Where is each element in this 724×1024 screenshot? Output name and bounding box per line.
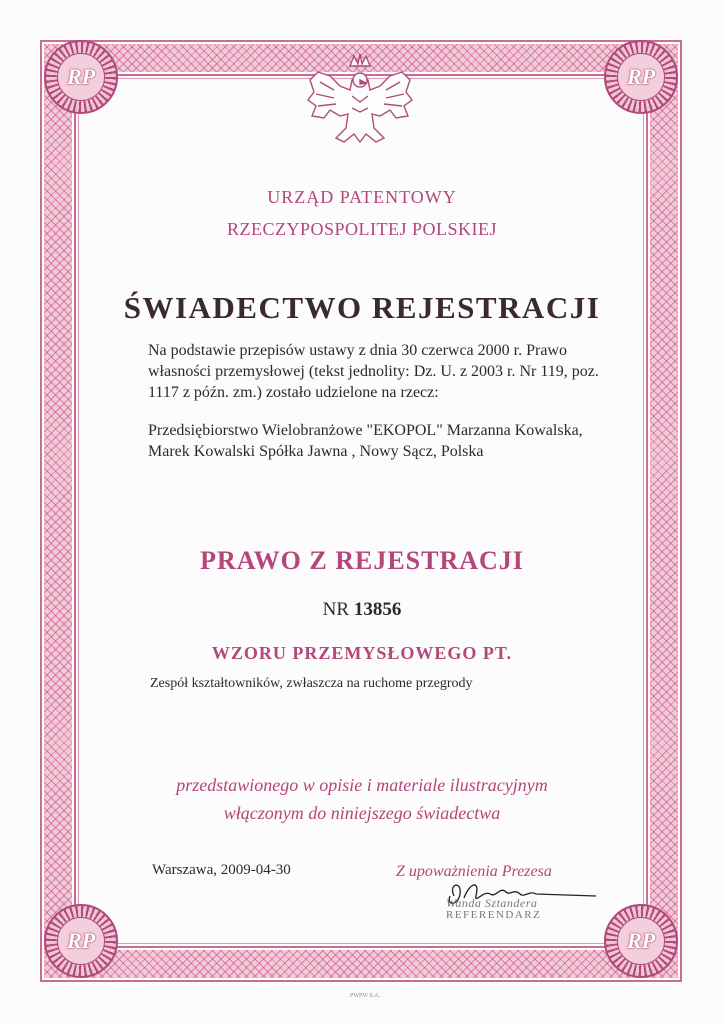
rp-monogram: RP xyxy=(617,53,665,101)
rights-holder-text: Przedsiębiorstwo Wielobranżowe "EKOPOL" Marzanna Kowalska, Marek Kowalski Spółka Jawna , Nowy Sącz, Polska xyxy=(148,422,583,460)
rp-monogram: RP xyxy=(57,917,105,965)
presented-line1: przedstawionego w opisie i materiale ilustracyjnym xyxy=(176,775,548,795)
design-title: Zespół kształtowników, zwłaszcza na ruchome przegrody xyxy=(150,676,473,691)
certificate-title: ŚWIADECTWO REJESTRACJI xyxy=(123,290,601,325)
rp-medallion-icon xyxy=(44,40,118,114)
rp-medallion-icon xyxy=(44,904,118,978)
rp-medallion-icon xyxy=(604,40,678,114)
authority-text: Z upoważnienia Prezesa xyxy=(396,863,552,880)
legal-basis-text: Na podstawie przepisów ustawy z dnia 30 czerwca 2000 r. Prawo własności przemysłowej (tekst jednolity: Dz. U. z 2003 r. Nr 119, poz. 1117 z późn. zm.) zostało udzielone na rzecz: xyxy=(148,342,599,401)
registration-number xyxy=(0,599,724,621)
rp-monogram: RP xyxy=(57,53,105,101)
design-type: WZORU PRZEMYSŁOWEGO PT. xyxy=(211,643,513,663)
signer-name: Wanda Sztandera xyxy=(446,896,538,910)
presented-line2: włączonym do niniejszego świadectwa xyxy=(223,803,501,823)
printer-mark: PWPW S.A. xyxy=(350,993,381,999)
office-name-line2: RZECZYPOSPOLITEJ POLSKIEJ xyxy=(226,219,498,239)
place-date: Warszawa, 2009-04-30 xyxy=(152,862,291,878)
rp-medallion-icon xyxy=(604,904,678,978)
signer-role: REFERENDARZ xyxy=(446,909,542,921)
rp-monogram: RP xyxy=(617,917,665,965)
right-title: PRAWO Z REJESTRACJI xyxy=(200,546,524,575)
number-value: 13856 xyxy=(353,599,402,620)
office-name-line1: URZĄD PATENTOWY xyxy=(267,187,457,207)
polish-eagle-icon xyxy=(300,46,420,156)
number-prefix: NR xyxy=(322,599,350,620)
